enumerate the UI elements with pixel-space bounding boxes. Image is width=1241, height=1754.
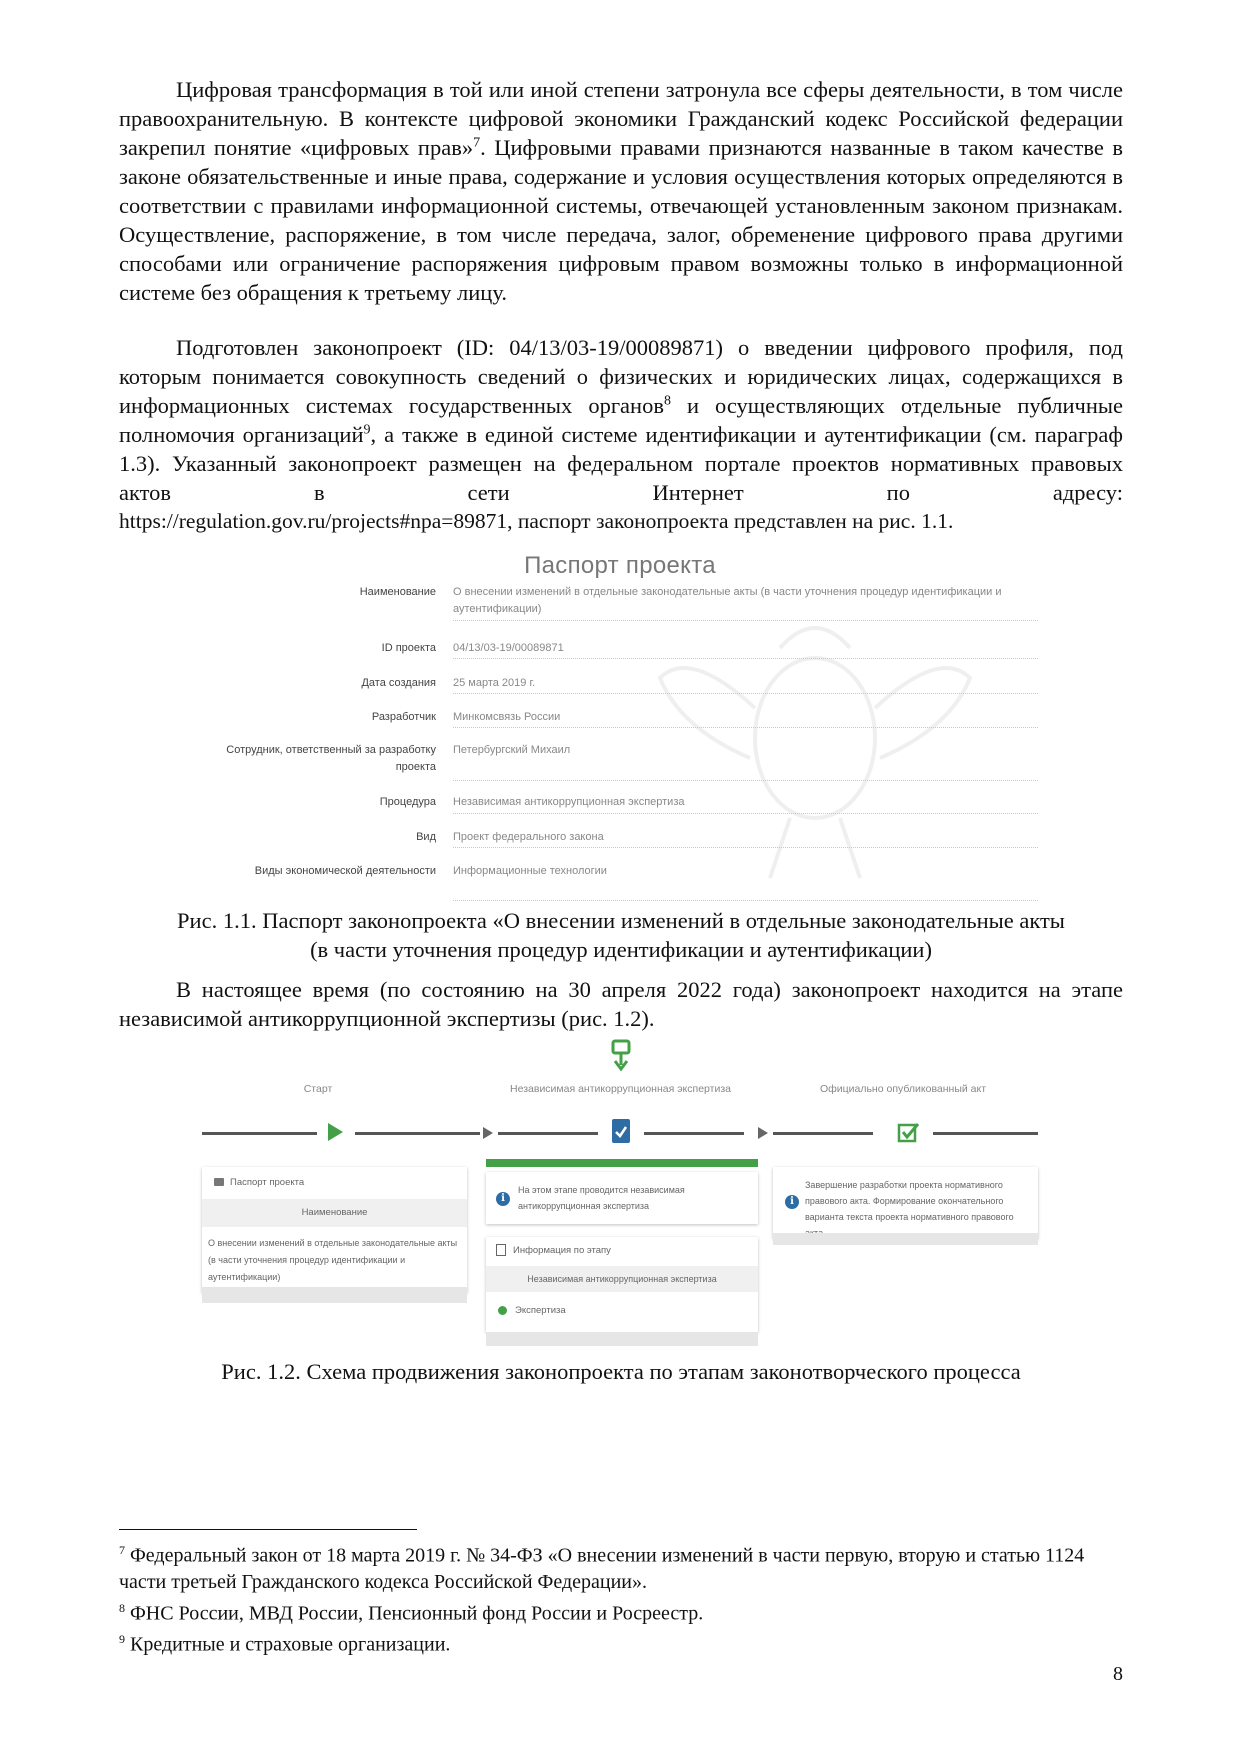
paragraph-2-link-line[interactable]: https://regulation.gov.ru/projects#npa=89871, паспорт законопроекта представлен на рис. 1.1. — [119, 509, 954, 533]
figure-1-2-caption: Рис. 1.2. Схема продвижения законопроекта по этапам законотворческого процесса — [221, 1359, 1021, 1384]
track-segment — [644, 1132, 744, 1135]
footnote-7: $^7$ Федеральный закон от 18 марта 2019 г. № 34-ФЗ «О внесении изменений в части первую, вторую и статью 1124 части третьей Гражданского кодекса Российской Федерации». — [119, 1543, 1085, 1593]
passport-row-divider — [453, 658, 1038, 659]
passport-row-label: Наименование — [359, 586, 436, 598]
footnote-ref-7[interactable]: 7 — [473, 135, 481, 151]
passport-row-divider — [453, 847, 1038, 848]
page-number: 8 — [1113, 1663, 1123, 1685]
footnote-9: $^9$ Кредитные и страховые организации. — [119, 1632, 451, 1656]
card-footer — [486, 1332, 758, 1346]
arrow-right-icon — [483, 1127, 493, 1139]
footnote-8: $^8$ ФНС России, МВД России, Пенсионный фонд России и Росреестр. — [119, 1600, 704, 1625]
footnote-ref-9[interactable]: 9 — [363, 422, 371, 438]
paragraph-2 — [119, 333, 1123, 507]
passport-row-label: Разработчик — [371, 711, 436, 723]
stage-published-title: Официально опубликованный акт — [819, 1083, 987, 1095]
published-stage-card — [773, 1167, 1038, 1239]
passport-row-divider — [453, 693, 1038, 694]
paragraph-2-text-b: и осуществляющих отдельные публичные полномочия организаций — [119, 393, 1124, 447]
document-list-icon — [496, 1244, 506, 1256]
passport-card-header[interactable]: Паспорт проекта — [214, 1175, 304, 1191]
paragraph-2-text-c: , а также в единой системе идентификации и аутентификации (см. параграф 1.3). Указанный законопроект размещен на федеральном портале проектов нормативных правовых актов в сети Интернет по адресу: — [119, 422, 1123, 505]
passport-row-value: Проект федерального закона — [453, 831, 604, 843]
passport-row-value: О внесении изменений в отдельные законодательные акты (в части уточнения процедур идентификации и аутентификации) — [453, 586, 1002, 615]
figure-1-1-caption-line2: (в части уточнения процедур идентификации и аутентификации) — [310, 937, 932, 962]
card-footer — [202, 1287, 467, 1303]
start-stage-card — [202, 1167, 467, 1293]
track-segment — [933, 1132, 1038, 1135]
passport-row-label: Сотрудник, ответственный за разработку проекта — [226, 744, 436, 773]
passport-card-text: О внесении изменений в отдельные законодательные акты (в части уточнения процедур идентификации и аутентификации) — [208, 1238, 458, 1282]
process-figure — [198, 1047, 1048, 1352]
info-icon: i — [785, 1195, 799, 1209]
passport-row-divider — [453, 900, 1038, 901]
footnotes — [119, 1537, 1123, 1658]
track-segment — [202, 1132, 317, 1135]
passport-row-divider — [453, 727, 1038, 728]
paragraph-3: В настоящее время (по состоянию на 30 апреля 2022 года) законопроект находится на этапе независимой антикоррупционной экспертизы (рис. 1.2). — [119, 977, 1123, 1031]
stage-info-header[interactable]: Информация по этапу — [496, 1243, 611, 1259]
passport-row-value: Петербургский Михаил — [453, 744, 571, 756]
passport-row-divider — [453, 813, 1038, 814]
info-icon: i — [496, 1192, 510, 1206]
paragraph-1 — [119, 75, 1123, 307]
passport-row-value: Независимая антикоррупционная экспертиза — [453, 796, 685, 808]
expertise-details-card — [486, 1237, 758, 1332]
stage-start-title: Старт — [303, 1083, 333, 1095]
expertise-info-card — [486, 1172, 758, 1224]
passport-row-value: 04/13/03-19/00089871 — [453, 642, 564, 654]
arrow-right-icon — [758, 1127, 768, 1139]
passport-row-value: Информационные технологии — [453, 865, 607, 877]
track-segment — [773, 1132, 873, 1135]
status-dot-icon — [498, 1306, 507, 1315]
published-info-text: Завершение разработки проекта нормативного правового акта. Формирование окончательного варианта текста проекта нормативного правового — [805, 1180, 1014, 1222]
passport-row-label: Процедура — [379, 796, 436, 808]
document-check-icon — [610, 1117, 632, 1147]
passport-title: Паспорт проекта — [524, 552, 716, 579]
passport-row-label: Вид — [416, 831, 436, 843]
passport-row-divider — [453, 780, 1038, 781]
checkbox-checked-icon — [897, 1121, 921, 1145]
paragraph-2-text: Подготовлен законопроект (ID: 04/13/03-19/00089871) о введении цифрового профиля, под которым понимается совокупность сведений о физических и юридических лицах, содержащихся в информационных системах государственных органов — [119, 335, 1123, 418]
passport-card-subheader: Наименование — [301, 1207, 368, 1218]
expertise-item[interactable]: Экспертиза — [498, 1303, 566, 1319]
passport-row-label: Дата создания — [361, 677, 436, 689]
passport-figure — [200, 548, 1040, 900]
passport-row-value: 25 марта 2019 г. — [453, 677, 536, 689]
track-segment — [355, 1132, 480, 1135]
footnote-separator — [119, 1529, 417, 1530]
passport-row-value: Минкомсвязь России — [453, 711, 561, 723]
paragraph-1-text: Цифровая трансформация в той или иной степени затронула все сферы деятельности, в том числе правоохранительную. В контексте цифровой экономики Гражданский кодекс Российской федерации закрепил понятие «цифровых прав» — [119, 77, 1123, 160]
footnote-ref-8[interactable]: 8 — [663, 393, 671, 409]
passport-row-label: ID проекта — [381, 642, 436, 654]
expertise-info-text: На этом этапе проводится независимая антикоррупционная экспертиза — [518, 1185, 685, 1211]
stage-expertise-title: Независимая антикоррупционная экспертиза — [510, 1083, 731, 1095]
passport-row-label: Виды экономической деятельности — [254, 865, 436, 877]
stage-info-subheader: Независимая антикоррупционная экспертиза — [527, 1274, 717, 1284]
current-stage-pointer-icon — [610, 1039, 632, 1073]
card-footer — [773, 1233, 1038, 1245]
figure-1-1-caption-line1: Рис. 1.1. Паспорт законопроекта «О внесении изменений в отдельные законодательные акты — [177, 908, 1065, 933]
paragraph-1-text-cont: . Цифровыми правами признаются названные в таком качестве в законе обязательственные и иные права, содержание и условия осуществления которых определяются в соответствии с правилами информационной системы, отвечающей установленным законом признакам. Осуществление, распоряжение, в том числе передача, залог, обременение цифрового права другими способами или ограничение распоряжения цифровым правом возможны только в информационной системе без обращения к третьему лицу. — [119, 135, 1123, 305]
active-stage-bar — [486, 1159, 758, 1167]
track-segment — [498, 1132, 598, 1135]
play-icon — [328, 1123, 343, 1141]
passport-row-divider — [453, 620, 1038, 621]
briefcase-icon — [214, 1178, 224, 1186]
